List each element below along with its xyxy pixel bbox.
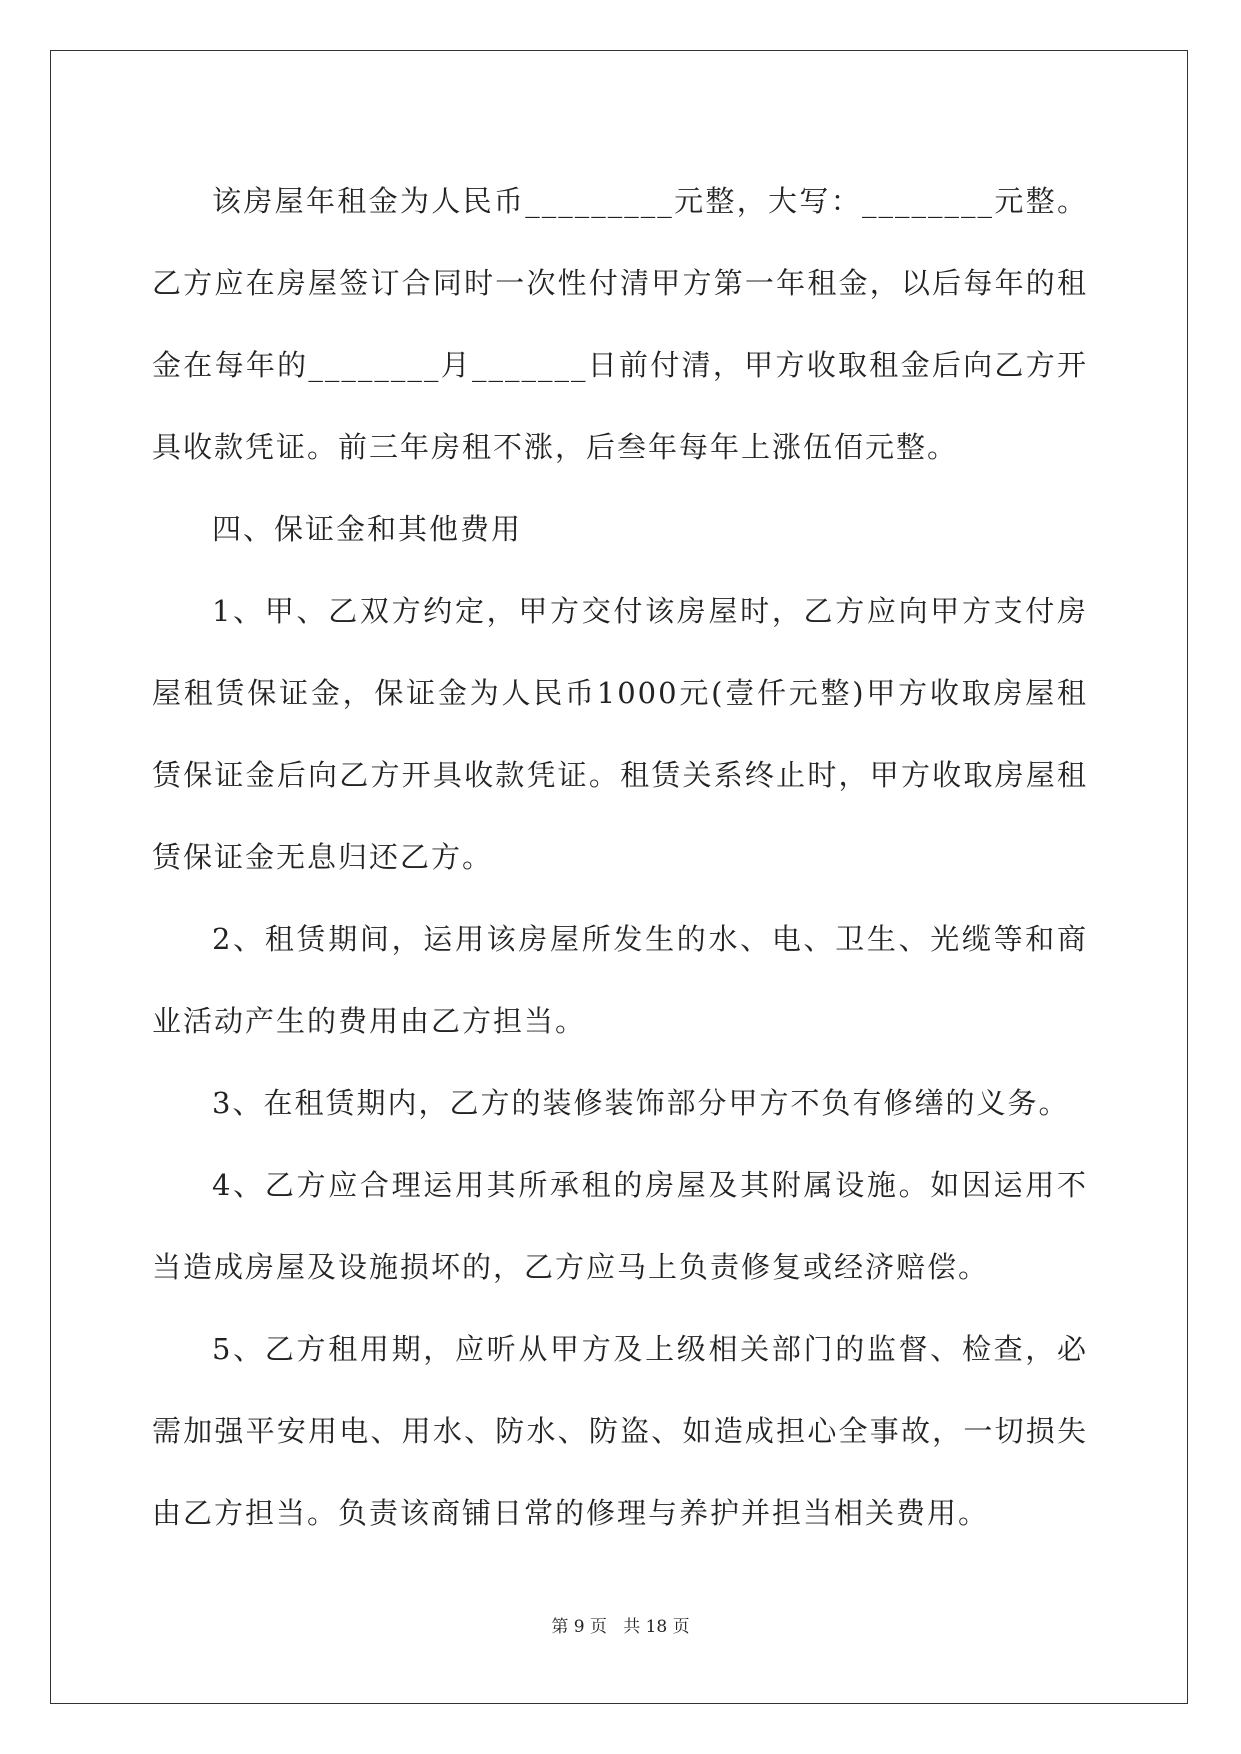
- paragraph-clause-4: 4、乙方应合理运用其所承租的房屋及其附属设施。如因运用不当造成房屋及设施损坏的，乙方应马上负责修复或经济赔偿。: [152, 1168, 1088, 1284]
- page-number: 第 9 页: [551, 1617, 607, 1637]
- paragraph-clause-1: 1、甲、乙双方约定，甲方交付该房屋时，乙方应向甲方支付房屋租赁保证金，保证金为人民币1000元(壹仟元整)甲方收取房屋租赁保证金后向乙方开具收款凭证。租赁关系终止时，甲方收取房屋租赁保证金无息归还乙方。: [152, 594, 1088, 874]
- paragraph-clause-3: 3、在租赁期内，乙方的装修装饰部分甲方不负有修缮的义务。: [212, 1086, 1070, 1120]
- section-heading-deposit: 四、保证金和其他费用: [212, 512, 523, 546]
- paragraph-clause-2: 2、租赁期间，运用该房屋所发生的水、电、卫生、光缆等和商业活动产生的费用由乙方担当。: [152, 922, 1088, 1038]
- paragraph-clause-5: 5、乙方租用期，应听从甲方及上级相关部门的监督、检查，必需加强平安用电、用水、防水、防盗、如造成担心全事故，一切损失由乙方担当。负责该商铺日常的修理与养护并担当相关费用。: [152, 1332, 1088, 1530]
- paragraph-rent: 该房屋年租金为人民币_________元整，大写：________元整。乙方应在房屋签订合同时一次性付清甲方第一年租金，以后每年的租金在每年的________月_______日前付清，甲方收取租金后向乙方开具收款凭证。前三年房租不涨，后叁年每年上涨伍佰元整。: [152, 184, 1088, 464]
- page-footer: [0, 1612, 1241, 1637]
- page-total: 共 18 页: [623, 1617, 690, 1637]
- document-body: [152, 160, 1088, 1554]
